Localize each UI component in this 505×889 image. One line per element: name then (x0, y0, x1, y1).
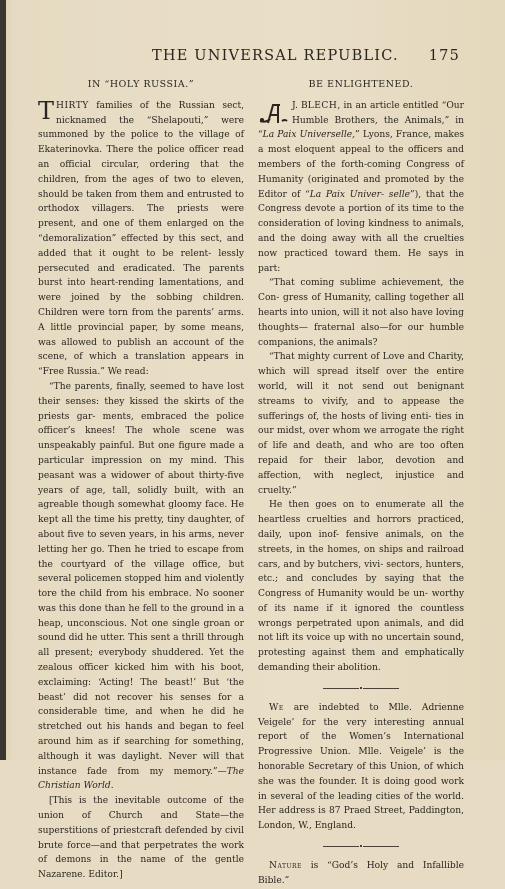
paragraph-text: ” Lyons, France, makes a most eloquent appeal to the officers and members of the forth-coming Congress of Humanity (originated and promoted by the Editor of “ (258, 130, 464, 200)
paragraph-text: is “God’s Holy and Infallible Bible.” (258, 861, 464, 886)
article-heading-be-enlightened: BE ENLIGHTENED. (308, 79, 414, 90)
article-heading-holy-russia: IN “HOLY RUSSIA.” (87, 79, 195, 90)
publication-title: La Paix Univer- selle (309, 189, 411, 200)
paragraph-text: J. B (292, 100, 308, 111)
paragraph-text: “That mighty current of Love and Charity, which will spread itself over the entire world, will it not send out benignant streams to vivify, and to appease the sufferings of, the hosts of living enti- ties in our midst, over whom we arrogate the right of life and death, and who are too often repaid for their labor, devotion and affection, with neglect, injustice and cruelty.” (258, 352, 464, 496)
paragraph-text: families of the Russian sect, nicknamed the “Shelapouti,” were summoned by the police to the village of Ekaterinovka. There the police officer read an official circular, ordering that the children, from the ages of two to eleven, should be taken from them and entrusted to orthodox villagers. The priests were present, and one of them enlarged on the “demoralization” effected by this sect, and added that it ought to be relent- lessly persecuted and eradicated. The parents burst into heart-rending lamentations, and were joined by the sobbing children. Children were torn from the parents’ arms. A little provincial paper, by some means, was allowed to publish an account of the scene, of which a translation appears in “Free Russia.” We read: (38, 100, 244, 378)
page-number: 175 (428, 48, 460, 64)
lead-word: HIRTY (56, 100, 89, 111)
section-divider (323, 685, 399, 693)
lead-word: Nature (269, 861, 302, 872)
article-paragraph (258, 99, 464, 277)
left-column (38, 78, 244, 883)
right-column (258, 78, 464, 889)
section-divider (323, 843, 399, 851)
lead-word: We (269, 702, 284, 713)
quoted-paragraph (258, 276, 464, 350)
journal-title: THE UNIVERSAL REPUBLIC. (152, 48, 399, 64)
article-paragraph (258, 498, 464, 676)
paragraph-text: , in an article entitled “Our Humble Brothers, the Animals,” in “ (258, 100, 464, 141)
notice-paragraph (258, 701, 464, 834)
binding-edge (0, 0, 6, 760)
publication-title: La Paix Universelle, (262, 130, 356, 141)
author-name: LECH (307, 100, 338, 111)
paragraph-text: “That coming sublime achievement, the Con- gress of Humanity, calling together all hearts into union, will it not also have loving thoughts— fraternal also—for our humble companions, the animals? (258, 278, 464, 348)
editor-note (38, 794, 244, 883)
paragraph-text: ”), that the Congress devote a portion of its time to the consideration of loving kindness to animals, and the doing away with all the cruelties now practiced toward them. He says in part: (258, 189, 464, 274)
paragraph-text: He then goes on to enumerate all the heartless cruelties and horrors practiced, daily, upon inof- fensive animals, on the streets, in the homes, on ships and railroad cars, and by butchers, vivi- sectors, hunters, etc.; and concludes by saying that the Congress of Humanity would be un- worthy of its name if it ignored the countless wrongs perpetrated upon animals, and did not lift its voice up with no uncertain sound, protesting against them and emphatically demanding their abolition. (258, 500, 464, 674)
article-paragraph (38, 380, 244, 794)
paragraph-text: [This is the inevitable outcome of the union of Church and State—the superstitions of priestcraft defended by civil brute force—and that perpetrates the work of demons in the name of the gentle Nazarene. Editor.] (38, 796, 244, 881)
source-citation: The Christian World. (38, 766, 244, 792)
decorated-drop-cap-a-icon (258, 101, 288, 127)
paragraph-text: “The parents, finally, seemed to have lost their senses: they kissed the skirts of the priests gar- ments, embraced the police officer’s knees! The whole scene was unspeakably painful. But one figure made a particular impression on my mind. This peasant was a widower of about thirty-five years of age, tall, solidly built, with an agreable though somewhat gloomy face. He kept all the time his pretty, tiny daughter, of about five to seven years, in his arms, never letting her go. Then he tried to escape from the courtyard of the village office, but several policemen stopped him and violently tore the child from his embrace. No sooner was this done than he fell to the ground in a heap, unconscious. Not one single groan or sound did he utter. This sent a thrill through all present; everybody shuddered. Yet the zealous officer kicked him with his boot, exclaiming: ‘Acting! The beast!’ But ‘the beast’ did not recover his senses for a considerable time, and when he did he stretched out his hands and began to feel around him as if searching for something, although it was daylight. Never will that instance fade from my memory.”— (38, 381, 244, 777)
notice-paragraph (258, 859, 464, 889)
article-paragraph (38, 96, 244, 380)
running-header (40, 48, 460, 68)
quoted-paragraph (258, 350, 464, 498)
drop-cap: T (38, 96, 55, 125)
paragraph-text: are indebted to Mlle. Adrienne Veigele’ for the very interesting annual report of the Women’s International Progressive Union. Mlle. Veigele’ is the honorable Secretary of this Union, of which she was the founder. It is doing good work in several of the leading cities of the world. Her address is 87 Praed Street, Paddington, London, W., England. (258, 702, 464, 832)
